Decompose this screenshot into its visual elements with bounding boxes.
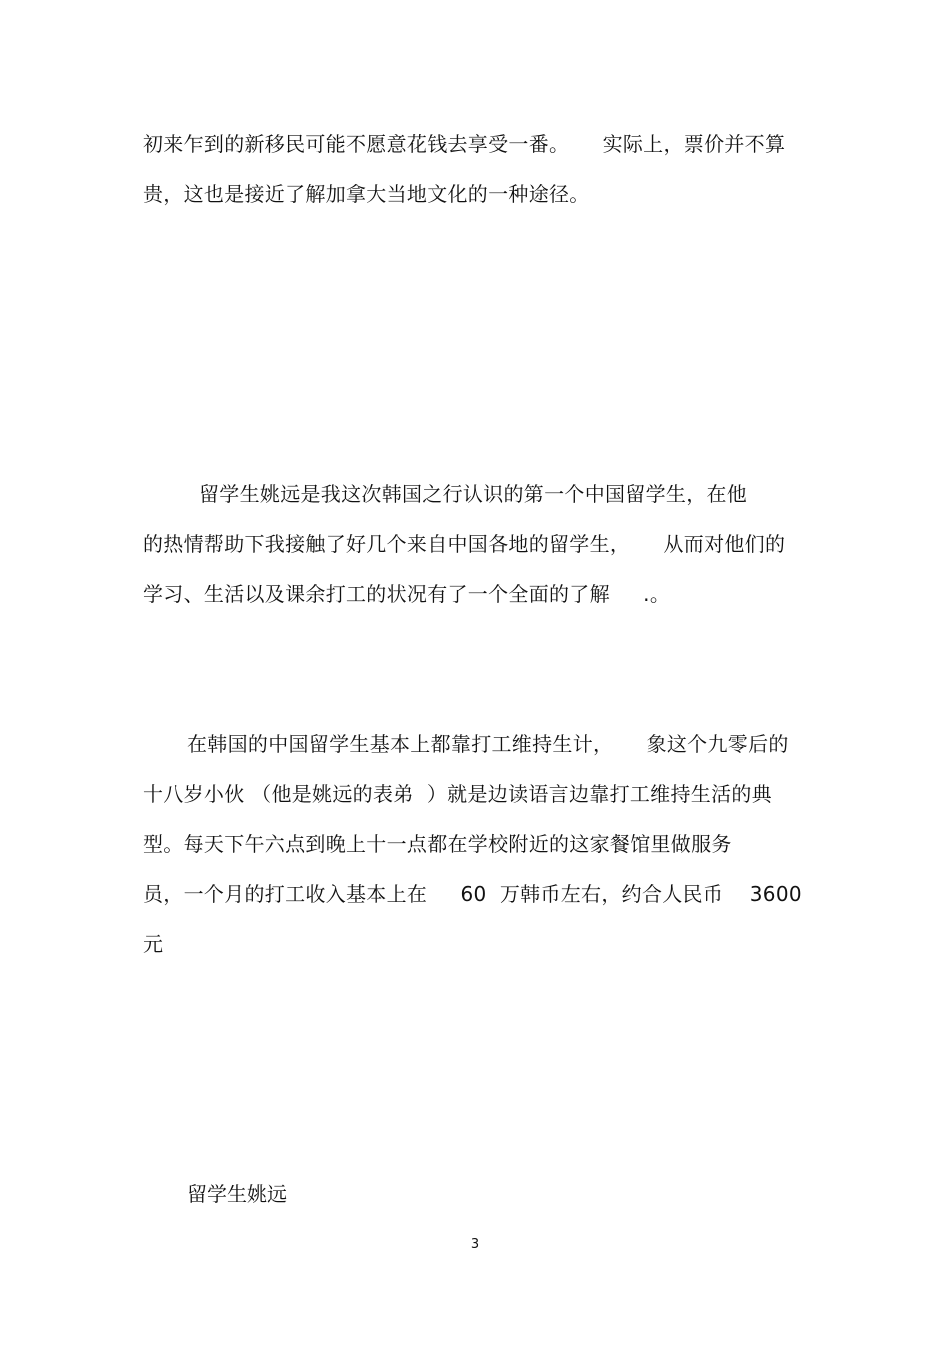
paragraph-1-line-2: 贵，这也是接近了解加拿大当地文化的一种途径。: [143, 182, 590, 206]
image-caption: 留学生姚远: [187, 1182, 287, 1206]
page-number: 3: [470, 1237, 480, 1252]
paragraph-2-line-2: 的热情帮助下我接触了好几个来自中国各地的留学生， 从而对他们的: [143, 532, 786, 556]
paragraph-3-line-4: 员，一个月的打工收入基本上在 60 万韩币左右，约合人民币 3600: [143, 882, 802, 906]
paragraph-2-line-1: 留学生姚远是我这次韩国之行认识的第一个中国留学生，在他: [199, 482, 748, 506]
paragraph-3-line-2: 十八岁小伙 （他是姚远的表弟 ）就是边读语言边靠打工维持生活的典: [143, 782, 772, 806]
paragraph-2-line-3: 学习、生活以及课余打工的状况有了一个全面的了解 .。: [143, 582, 671, 606]
paragraph-1-line-1: 初来乍到的新移民可能不愿意花钱去享受一番。 实际上，票价并不算: [143, 132, 786, 156]
paragraph-3-line-3: 型。每天下午六点到晚上十一点都在学校附近的这家餐馆里做服务: [143, 832, 732, 856]
paragraph-3-line-5: 元: [143, 932, 164, 956]
paragraph-3-line-1: 在韩国的中国留学生基本上都靠打工维持生计， 象这个九零后的: [187, 732, 789, 756]
